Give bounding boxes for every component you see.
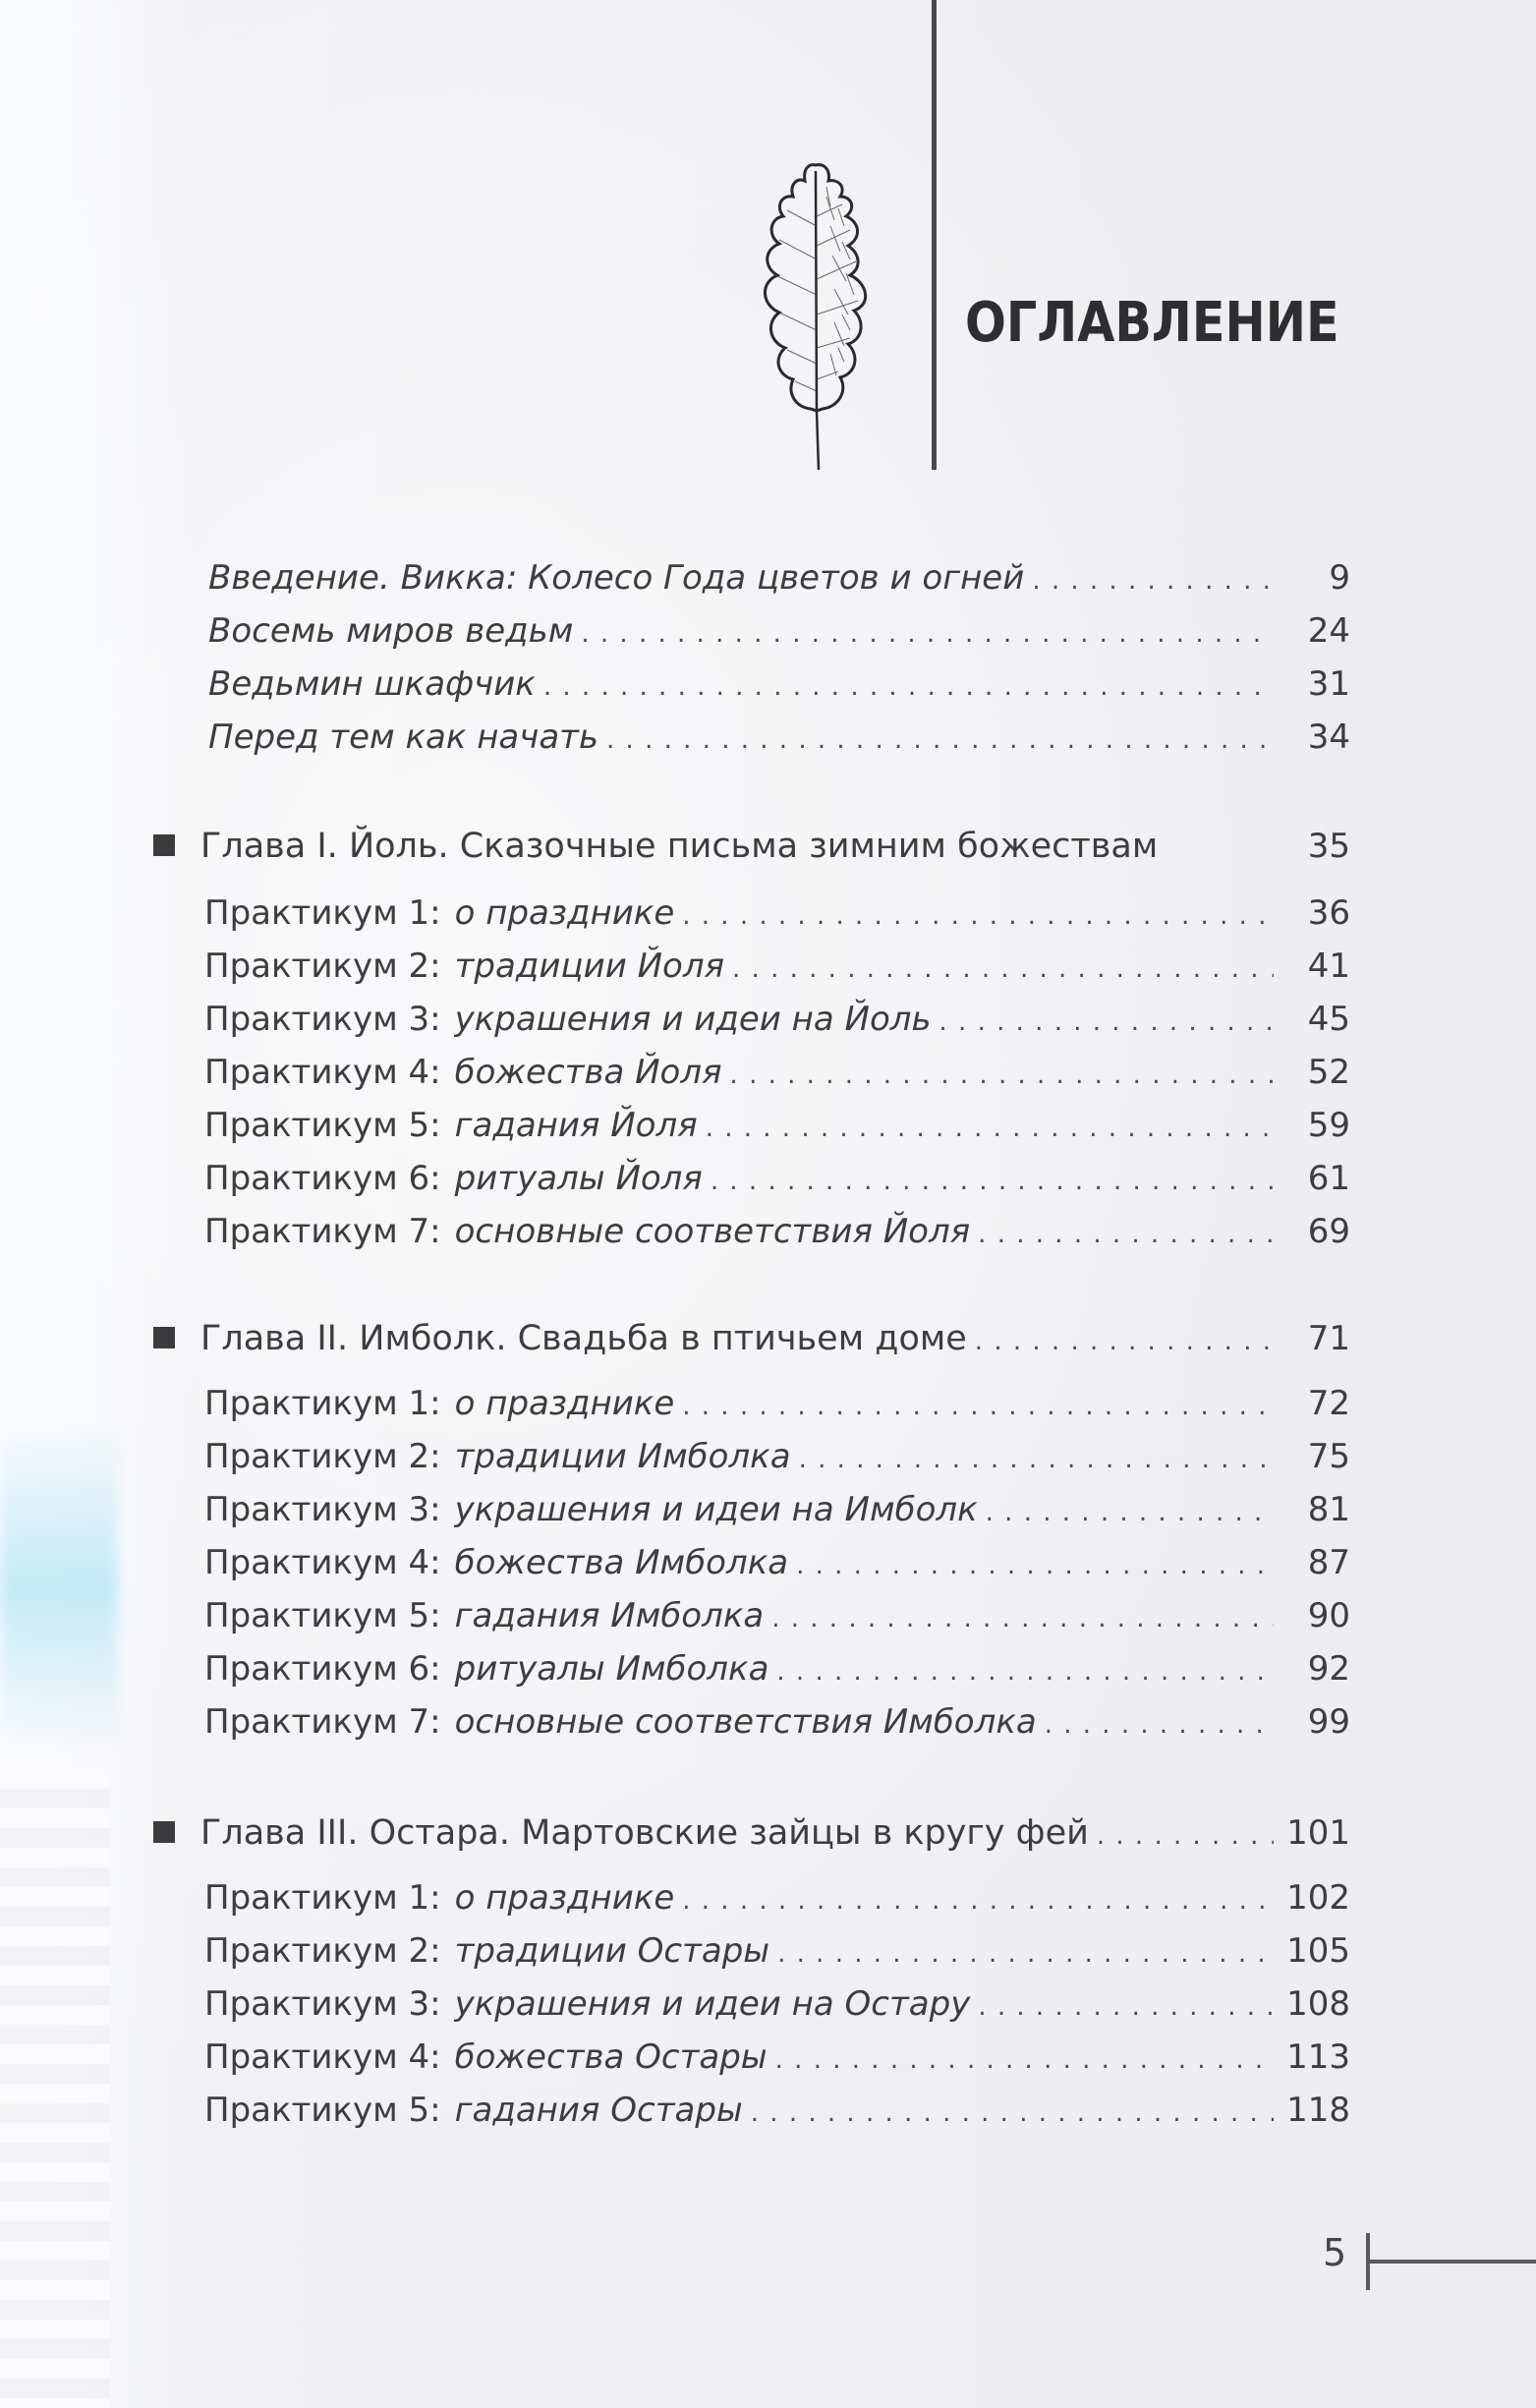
toc-entry-title: гадания Остары [454,2091,743,2130]
toc-page-number: 45 [1307,1000,1350,1039]
toc-chapter[interactable] [153,1806,1350,1860]
toc-leader [730,1049,1274,1102]
toc-leader [581,607,1274,660]
toc-page-number: 101 [1286,1813,1350,1853]
toc-leader [1032,554,1274,607]
toc-leader [939,996,1274,1049]
toc-leader [1045,1698,1274,1751]
toc-page-number: 59 [1307,1106,1350,1145]
practicum-prefix: Практикум 4: [204,1053,441,1092]
toc-entry-title: Восемь миров ведьм [208,611,574,651]
square-bullet-icon [153,1327,175,1348]
toc-entry-title: Ведьмин шкафчик [208,664,536,704]
toc-entry[interactable] [204,2031,1350,2084]
toc-page-number: 31 [1307,664,1350,704]
toc-entry[interactable] [204,2084,1350,2137]
toc-page-number: 75 [1307,1437,1350,1476]
toc-page-number: 34 [1307,717,1350,757]
toc-page-number: 102 [1286,1878,1350,1918]
toc-entry-title: основные соответствия Имболка [454,1702,1037,1742]
page-number: 5 [1323,2231,1347,2274]
practicum-prefix: Практикум 2: [204,946,441,986]
toc-entry-title: украшения и идеи на Остару [454,1984,971,2024]
toc-entry[interactable] [204,1483,1350,1536]
toc-leader [799,1433,1274,1486]
toc-leader [711,1155,1274,1208]
practicum-prefix: Практикум 7: [204,1702,441,1742]
toc-chapter[interactable] [153,1312,1350,1365]
toc-entry-title: ритуалы Имболка [454,1649,769,1689]
toc-leader [975,1315,1274,1368]
toc-chapter-title [153,1806,1089,1860]
toc-entry-title: основные соответствия Йоля [454,1212,971,1251]
square-bullet-icon [153,834,175,856]
toc-leader [682,889,1274,943]
practicum-prefix: Практикум 5: [204,1596,441,1635]
toc-page-number: 108 [1286,1984,1350,2024]
practicum-prefix: Практикум 1: [204,1878,441,1918]
toc-entry[interactable] [204,1152,1350,1205]
toc-chapter-title [153,820,1158,873]
toc-entry[interactable] [204,1642,1350,1695]
toc-entry[interactable] [204,993,1350,1046]
page-title: ОГЛАВЛЕНИЕ [965,291,1339,355]
toc-entry[interactable] [204,1377,1350,1430]
toc-entry[interactable] [204,1205,1350,1258]
practicum-prefix: Практикум 7: [204,1212,441,1251]
toc-page-number: 105 [1286,1931,1350,1971]
toc-entry[interactable] [208,658,1350,711]
toc-page-number: 36 [1307,893,1350,933]
toc-entry-title: о празднике [454,1878,675,1918]
toc-page-number: 24 [1307,611,1350,651]
practicum-prefix: Практикум 5: [204,1106,441,1145]
toc-page-number: 72 [1307,1384,1350,1423]
toc-entry-title: ритуалы Йоля [454,1159,703,1198]
scan-margin [0,1769,110,2408]
toc-leader [978,1980,1274,2034]
toc-leader [771,1592,1274,1645]
practicum-prefix: Практикум 4: [204,1543,441,1582]
toc-entry[interactable] [204,887,1350,940]
toc-entry[interactable] [204,1924,1350,1978]
toc-page-number: 71 [1307,1319,1350,1358]
toc-leader [978,1208,1274,1261]
toc-entry[interactable] [204,1536,1350,1589]
practicum-prefix: Практикум 6: [204,1159,441,1198]
practicum-prefix: Практикум 1: [204,1384,441,1423]
toc-leader [682,1874,1274,1927]
toc-entry-title: о празднике [454,893,675,933]
folio-horizontal-rule [1368,2260,1536,2264]
practicum-prefix: Практикум 6: [204,1649,441,1689]
toc-entry-title: традиции Йоля [454,946,725,986]
toc-page-number: 35 [1307,827,1350,866]
toc-entry[interactable] [204,1871,1350,1924]
toc-chapter[interactable] [153,820,1350,873]
practicum-prefix: Практикум 1: [204,893,441,933]
practicum-prefix: Практикум 2: [204,1931,441,1971]
toc-entry[interactable] [204,940,1350,993]
toc-entry[interactable] [204,1046,1350,1099]
toc-leader [775,2034,1274,2087]
practicum-prefix: Практикум 3: [204,1984,441,2024]
toc-entry[interactable] [208,551,1350,604]
toc-leader [796,1539,1274,1592]
practicum-prefix: Практикум 5: [204,2091,441,2130]
toc-leader [732,943,1274,996]
toc-entry-title: традиции Остары [454,1931,770,1971]
toc-page-number: 118 [1286,2091,1350,2130]
practicum-prefix: Практикум 3: [204,1000,441,1039]
toc-entry-title: украшения и идеи на Йоль [454,1000,932,1039]
toc-leader [1097,1809,1274,1863]
toc-page-number: 9 [1329,558,1350,598]
practicum-prefix: Практикум 3: [204,1490,441,1529]
toc-page-number: 90 [1307,1596,1350,1635]
toc-leader [682,1380,1274,1433]
toc-page-number: 81 [1307,1490,1350,1529]
toc-page-number: 87 [1307,1543,1350,1582]
toc-entry-title: украшения и идеи на Имболк [454,1490,978,1529]
toc-leader [543,660,1274,714]
toc-page-number: 61 [1307,1159,1350,1198]
toc-leader [606,714,1274,767]
toc-leader [777,1927,1274,1980]
toc-chapter-title [153,1312,967,1365]
header-vertical-rule [932,0,937,470]
scan-glare [0,1425,118,1749]
toc-page-number: 113 [1286,2037,1350,2077]
practicum-prefix: Практикум 4: [204,2037,441,2077]
oak-leaf-icon [732,157,899,472]
toc-page-number: 99 [1307,1702,1350,1742]
toc-entry[interactable] [204,1589,1350,1642]
chapter-title-text: Глава II. Имболк. Свадьба в птичьем доме [200,1319,967,1358]
toc-page-number: 69 [1307,1212,1350,1251]
toc-entry[interactable] [204,1430,1350,1483]
toc-leader [751,2087,1274,2140]
toc-leader [776,1645,1274,1698]
toc-entry-title: традиции Имболка [454,1437,791,1476]
toc-page-number: 52 [1307,1053,1350,1092]
toc-page-number: 41 [1307,946,1350,986]
toc-entry-title: гадания Йоля [454,1106,698,1145]
toc-entry-title: о празднике [454,1384,675,1423]
toc-entry-title: божества Остары [454,2037,768,2077]
toc-entry-title: Введение. Викка: Колесо Года цветов и огней [208,558,1025,598]
practicum-prefix: Практикум 2: [204,1437,441,1476]
toc-entry-title: божества Имболка [454,1543,789,1582]
toc-entry-title: Перед тем как начать [208,717,599,757]
toc-entry[interactable] [204,1695,1350,1749]
toc-entry[interactable] [204,1099,1350,1152]
toc-leader [986,1486,1274,1539]
toc-entry-title: гадания Имболка [454,1596,765,1635]
square-bullet-icon [153,1821,175,1843]
toc-leader [706,1102,1274,1155]
toc-entry[interactable] [208,604,1350,658]
toc-entry[interactable] [204,1978,1350,2031]
toc-entry[interactable] [208,711,1350,764]
toc-entry-title: божества Йоля [454,1053,722,1092]
chapter-title-text: Глава I. Йоль. Сказочные письма зимним божествам [200,827,1159,866]
chapter-title-text: Глава III. Остара. Мартовские зайцы в кругу фей [200,1813,1089,1853]
toc-page-number: 92 [1307,1649,1350,1689]
